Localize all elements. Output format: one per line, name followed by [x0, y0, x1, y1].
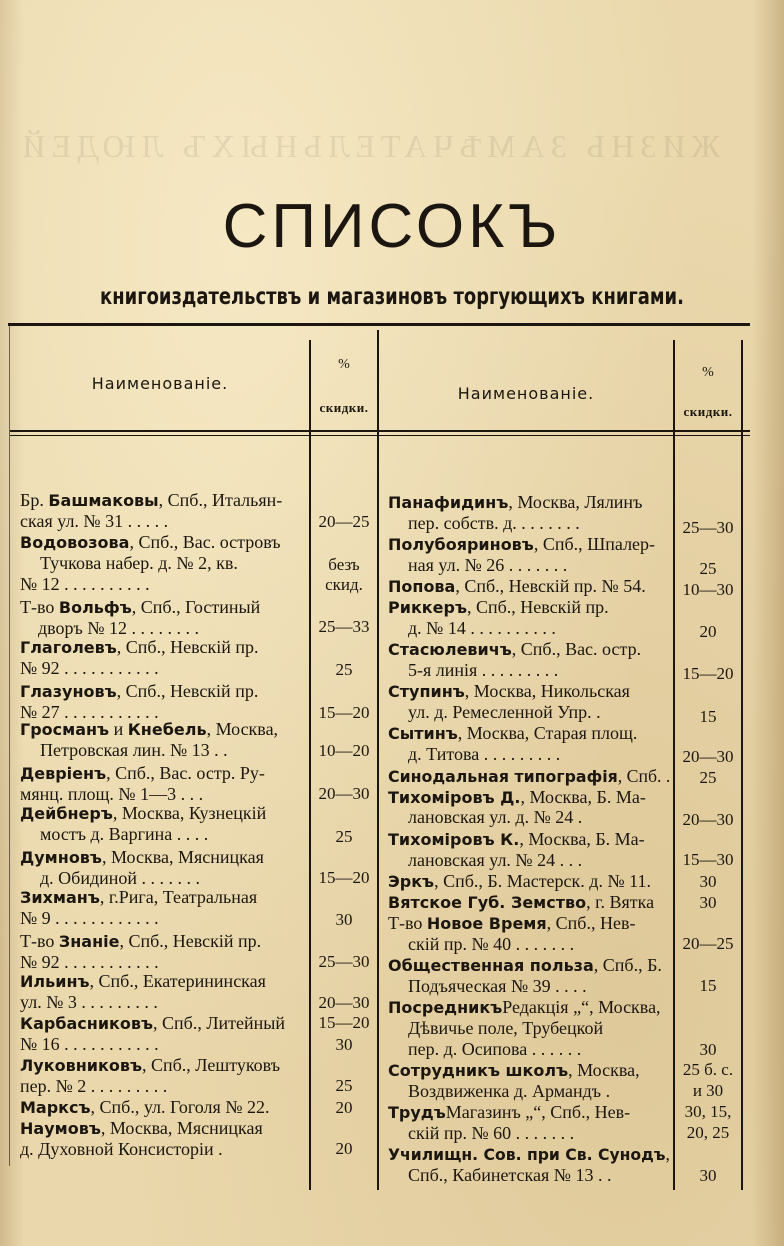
- right-entry-text: д. № 14 . . . . . . . . . .: [408, 618, 556, 638]
- right-entry-text: скiй пр. № 60 . . . . . . .: [408, 1123, 575, 1143]
- header-discount-left: скидки.: [319, 400, 369, 415]
- right-entry-line: [388, 576, 646, 597]
- right-discount-value: 30: [699, 893, 717, 912]
- left-entry-line: [40, 553, 238, 573]
- left-discount-value: 15—20: [318, 868, 370, 887]
- left-entry-text: № 92 . . . . . . . . . . .: [20, 658, 159, 678]
- left-entry-line: [20, 511, 168, 531]
- mirror-bleed-text: ЖИЗНЬ ЗАМѢЧАТЕЛЬНЫХЪ ЛЮДЕЙ: [16, 128, 720, 164]
- left-entry-text: № 92 . . . . . . . . . . .: [20, 952, 159, 972]
- right-entry-line: [388, 597, 609, 618]
- right-entry-line: [388, 787, 646, 808]
- right-entry-text: ул. д. Ремесленной Упр. .: [408, 702, 601, 722]
- left-entry-text: , г.Рига, Театральная: [99, 887, 258, 907]
- right-discount-value: 15: [699, 707, 717, 726]
- left-discount-value: 20—30: [318, 784, 370, 803]
- right-entry-line: [388, 534, 655, 555]
- right-entry-text: , г. Вятка: [586, 892, 655, 912]
- right-entry-line: [408, 976, 587, 996]
- right-entry-name: Сытинъ: [388, 724, 458, 743]
- right-entry-line: [408, 1123, 574, 1143]
- header-discount-right: скидки.: [683, 404, 733, 419]
- right-entry-line: [388, 913, 635, 934]
- right-entry-text: пер. д. Осипова . . . . . .: [408, 1039, 582, 1059]
- left-entry-text: пер. № 2 . . . . . . . . .: [20, 1076, 168, 1096]
- left-discount-value: 25—33: [318, 617, 370, 636]
- left-entry-text: , Спб., Невскiй пр.: [116, 637, 259, 657]
- left-entry-line: [20, 1055, 280, 1076]
- right-entry-text: , Москва, Никольская: [464, 681, 630, 701]
- left-entry-line: [20, 574, 150, 594]
- left-entry-line: [40, 824, 208, 844]
- left-entry-line: [20, 1097, 270, 1118]
- right-entry-line: [408, 850, 582, 870]
- right-discount-value: 25: [699, 768, 717, 787]
- right-entry-line: [388, 492, 642, 513]
- right-entry-text: Воздвиженка д. Армандъ .: [408, 1081, 611, 1101]
- left-entry-text: Тучкова набер. д. № 2, кв.: [40, 553, 238, 573]
- right-entry-text: , Спб. .: [617, 766, 671, 786]
- left-entry-name: Башмаковы: [48, 491, 159, 510]
- left-entry-line: [20, 847, 264, 868]
- left-entry-text: , Спб., Итальян-: [158, 490, 283, 510]
- right-entry-text: , Спб., Шпалер-: [533, 534, 656, 554]
- right-entry-text: ,: [665, 1144, 670, 1164]
- header-pct-left: %: [338, 357, 350, 372]
- left-entry-name: Наумовъ: [20, 1119, 101, 1138]
- left-entry-line: [20, 763, 265, 784]
- left-entry-line: [38, 618, 199, 638]
- right-entry-text: “, Москва,: [581, 997, 661, 1017]
- right-discount-value: 20: [699, 622, 717, 641]
- right-entry-name: Новое Время: [426, 914, 547, 933]
- left-entry-text: и: [109, 719, 128, 739]
- page-title: СПИСОКЪ: [222, 192, 562, 261]
- left-entry-line: [20, 803, 266, 824]
- left-entry-text: , Спб., Невскiй пр.: [116, 681, 259, 701]
- right-entry-line: [408, 1081, 610, 1101]
- left-entry-name: Гросманъ: [20, 720, 110, 739]
- right-discount-value: 30: [699, 1166, 717, 1185]
- right-entry-text: Магазинъ „: [445, 1102, 534, 1122]
- right-discount-value: 20—25: [682, 934, 734, 953]
- header-name-left: Наименованiе.: [91, 374, 229, 393]
- left-entry-line: [20, 1118, 263, 1139]
- left-entry-line: [20, 681, 258, 702]
- right-entry-text: лановская ул. № 24 . . .: [408, 850, 583, 870]
- right-discount-value: 20—30: [682, 747, 734, 766]
- right-entry-line: [388, 1060, 640, 1081]
- right-entry-name: Попова: [388, 577, 456, 596]
- right-entry-text: , Спб., Невскiй пр. № 54.: [455, 576, 646, 596]
- left-discount-value: 15—20: [318, 1013, 370, 1032]
- left-entry-text: д. Обидиной . . . . . . .: [40, 868, 201, 888]
- left-entry-name: Водовозова: [20, 533, 130, 552]
- right-entry-text: лановская ул. д. № 24 .: [408, 807, 583, 827]
- right-entry-name: Посредникъ: [388, 998, 503, 1017]
- left-entry-text: д. Духовной Консисторiи .: [20, 1139, 223, 1159]
- right-discount-value: 10—30: [682, 580, 734, 599]
- right-entry-name: Тихомiровъ Д.: [388, 788, 521, 807]
- left-entry-text: , Спб., Екатерининская: [89, 971, 266, 991]
- right-entry-name: Полубояриновъ: [388, 535, 534, 554]
- table-left-border: [9, 326, 10, 1166]
- right-entry-text: “, Спб., Нев-: [533, 1102, 631, 1122]
- left-entry-text: ул. № 3 . . . . . . . . .: [20, 992, 158, 1012]
- right-entry-line: [408, 934, 574, 954]
- left-entry-line: [20, 952, 159, 972]
- table-header-rule-2: [10, 435, 750, 436]
- right-entry-name: Панафидинъ: [388, 493, 509, 512]
- right-entry-line: [408, 555, 567, 575]
- left-entry-text: , Спб., Литейный: [153, 1013, 286, 1033]
- left-entry-name: Луковниковъ: [20, 1056, 142, 1075]
- right-entry-line: [408, 618, 556, 638]
- right-entry-text: д. Титова . . . . . . . . .: [408, 744, 561, 764]
- left-discount-value: 25: [335, 660, 353, 679]
- left-entry-name: Марксъ: [20, 1098, 91, 1117]
- left-entry-line: [20, 532, 281, 553]
- left-entry-line: [20, 784, 203, 804]
- right-discount-value: 30, 15,: [684, 1102, 732, 1121]
- right-discount-value: 20—30: [682, 810, 734, 829]
- page-subtitle: книгоиздательствъ и магазиновъ торгующихъ книгами.: [100, 284, 684, 310]
- right-entry-name: Вятское Губ. Земство: [388, 893, 587, 912]
- right-entry-line: [388, 1102, 630, 1123]
- right-entry-text: Подъяческая № 39 . . . .: [408, 976, 587, 996]
- left-discount-value: 20: [335, 1098, 353, 1117]
- right-entry-text: , Москва, Б. Ма-: [520, 787, 646, 807]
- right-discount-value: 25—30: [682, 518, 734, 537]
- right-entry-text: , Спб., Вас. остр.: [511, 639, 642, 659]
- left-entry-name: Ильинъ: [20, 972, 90, 991]
- left-entry-line: [20, 1013, 285, 1034]
- right-discount-value: 15—20: [682, 664, 734, 683]
- left-entry-text: , Спб., Невскiй пр.: [119, 931, 262, 951]
- right-entry-text: Дѣвичье поле, Трубецкой: [408, 1018, 604, 1038]
- right-entry-line: [408, 807, 582, 827]
- left-entry-text: , Москва, Мясницкая: [100, 1118, 263, 1138]
- left-entry-line: [20, 1076, 167, 1096]
- right-entry-line: [388, 829, 645, 850]
- left-entry-line: [20, 931, 261, 952]
- right-entry-text: , Спб., Б. Мастерск. д. № 11.: [434, 871, 651, 891]
- right-discount-value: 15: [699, 976, 717, 995]
- left-entry-line: [20, 992, 158, 1012]
- right-entry-name: Сотрудникъ школъ: [388, 1061, 569, 1080]
- left-entry-line: [20, 1139, 223, 1159]
- left-entry-text: дворъ № 12 . . . . . . . .: [38, 618, 200, 638]
- left-discount-value: 25: [335, 827, 353, 846]
- left-discount-value: 15—20: [318, 703, 370, 722]
- right-discount-value: 20, 25: [686, 1123, 730, 1142]
- left-discount-value: 30: [335, 1035, 353, 1054]
- left-entry-line: [40, 740, 228, 760]
- right-entry-text: , Спб., Б.: [593, 955, 662, 975]
- right-discount-value: 30: [699, 872, 717, 891]
- right-entry-text: пер. собств. д. . . . . . . .: [408, 513, 580, 533]
- left-entry-name: Карбасниковъ: [20, 1014, 154, 1033]
- left-entry-name: Дейбнеръ: [20, 804, 113, 823]
- right-entry-line: [408, 1018, 603, 1038]
- right-discount-value: 25 б. с.: [682, 1060, 734, 1079]
- right-entry-line: [388, 892, 654, 913]
- right-entry-line: [408, 1039, 581, 1059]
- left-discount-value: 20—30: [318, 993, 370, 1012]
- table-right-border: [741, 340, 743, 1190]
- right-entry-line: [388, 639, 641, 660]
- left-entry-line: [20, 1034, 159, 1054]
- right-entry-text: Редакцiя „: [502, 997, 582, 1017]
- right-entry-line: [388, 955, 662, 976]
- left-entry-text: № 12 . . . . . . . . . .: [20, 574, 150, 594]
- left-entry-line: [20, 887, 257, 908]
- left-entry-line: [20, 719, 278, 740]
- right-entry-text: , Спб., Нев-: [546, 913, 636, 933]
- left-entry-name: Зихманъ: [20, 888, 100, 907]
- left-entry-text: , Спб., Лештуковъ: [141, 1055, 281, 1075]
- left-entry-text: № 16 . . . . . . . . . . .: [20, 1034, 159, 1054]
- left-entry-name: Вольфъ: [58, 598, 132, 617]
- left-entry-text: , Спб., Вас. островъ: [129, 532, 281, 552]
- right-entry-text: Спб., Кабинетская № 13 . .: [408, 1165, 612, 1185]
- right-entry-line: [408, 513, 580, 533]
- right-entry-text: , Спб., Невскiй пр.: [466, 597, 609, 617]
- right-discount-value: и 30: [692, 1081, 724, 1100]
- left-entry-line: [20, 971, 266, 992]
- right-discount-value: 15—30: [682, 850, 734, 869]
- right-entry-text: , Москва, Лялинъ: [508, 492, 643, 512]
- left-entry-line: [20, 597, 260, 618]
- right-entry-line: [408, 744, 560, 764]
- right-entry-name: Ступинъ: [388, 682, 465, 701]
- left-entry-line: [20, 658, 159, 678]
- left-entry-name: Знанiе: [58, 932, 120, 951]
- left-discount-value: 10—20: [318, 741, 370, 760]
- left-discount-value: безъ: [328, 555, 360, 574]
- right-entry-name: Училищн. Сов. при Св. Сунодъ: [388, 1145, 666, 1164]
- left-discount-value: 30: [335, 910, 353, 929]
- left-entry-text: Т-во: [20, 597, 59, 617]
- left-entry-text: , Москва, Мясницкая: [101, 847, 264, 867]
- left-discount-value: 20—25: [318, 512, 370, 531]
- left-entry-line: [40, 868, 200, 888]
- table-top-rule: [8, 323, 750, 326]
- left-entry-text: Петровская лин. № 13 . .: [40, 740, 228, 760]
- left-entry-text: мянц. площ. № 1—3 . . .: [20, 784, 204, 804]
- table-header-rule: [10, 430, 750, 432]
- left-entry-name: Глаголевъ: [20, 638, 117, 657]
- right-entry-text: , Москва, Старая площ.: [457, 723, 638, 743]
- left-entry-text: , Москва, Кузнецкiй: [112, 803, 267, 823]
- right-entry-line: [408, 1165, 611, 1185]
- right-entry-name: Трудъ: [388, 1103, 446, 1122]
- right-entry-name: Синодальная типографiя: [388, 767, 618, 786]
- right-entry-line: [388, 1144, 670, 1165]
- right-entry-line: [388, 723, 637, 744]
- left-entry-line: [20, 637, 258, 658]
- right-entry-name: Риккеръ: [388, 598, 467, 617]
- right-entry-text: , Москва,: [568, 1060, 640, 1080]
- right-entry-line: [388, 871, 651, 892]
- left-entry-text: Т-во: [20, 931, 59, 951]
- right-entry-line: [408, 702, 601, 722]
- left-entry-text: , Спб., Гостиный: [131, 597, 261, 617]
- left-entry-text: , Москва,: [206, 719, 279, 739]
- left-entry-text: № 27 . . . . . . . . . . .: [20, 702, 159, 722]
- left-discount-value: 25—30: [318, 952, 370, 971]
- header-pct-right: %: [702, 365, 714, 380]
- left-discount-value: скид.: [325, 575, 363, 594]
- right-entry-text: Т-во: [388, 913, 427, 933]
- left-entry-line: [20, 908, 159, 928]
- column-divider-left-disc: [309, 340, 311, 1190]
- left-entry-name: Думновъ: [20, 848, 102, 867]
- right-entry-line: [388, 997, 661, 1018]
- right-entry-name: Эркъ: [388, 872, 435, 891]
- right-entry-text: 5-я линiя . . . . . . . . .: [408, 660, 559, 680]
- right-entry-name: Стасюлевичъ: [388, 640, 512, 659]
- right-entry-name: Общественная польза: [388, 956, 594, 975]
- left-entry-text: , Спб., ул. Гоголя № 22.: [90, 1097, 270, 1117]
- left-entry-text: ская ул. № 31 . . . . .: [20, 511, 169, 531]
- right-entry-name: Тихомiровъ К.: [388, 830, 520, 849]
- right-entry-line: [388, 766, 670, 787]
- left-discount-value: 25: [335, 1076, 353, 1095]
- left-entry-text: , Спб., Вас. остр. Ру-: [106, 763, 265, 783]
- left-entry-name: Глазуновъ: [20, 682, 117, 701]
- header-name-right: Наименованiе.: [457, 384, 595, 403]
- right-discount-value: 30: [699, 1040, 717, 1059]
- left-entry-line: [20, 490, 282, 511]
- left-entry-name: Девріенъ: [20, 764, 107, 783]
- right-entry-line: [408, 660, 558, 680]
- left-entry-text: мостъ д. Варгина . . . .: [40, 824, 209, 844]
- left-entry-text: Бр.: [20, 490, 49, 510]
- right-entry-line: [388, 681, 630, 702]
- left-discount-value: 20: [335, 1139, 353, 1158]
- left-entry-name: Кнебель: [127, 720, 207, 739]
- column-divider-middle: [377, 330, 379, 1190]
- right-entry-text: , Москва, Б. Ма-: [519, 829, 645, 849]
- right-discount-value: 25: [699, 559, 717, 578]
- right-entry-text: скiй пр. № 40 . . . . . . .: [408, 934, 575, 954]
- left-entry-text: № 9 . . . . . . . . . . . .: [20, 908, 159, 928]
- right-entry-text: ная ул. № 26 . . . . . . .: [408, 555, 568, 575]
